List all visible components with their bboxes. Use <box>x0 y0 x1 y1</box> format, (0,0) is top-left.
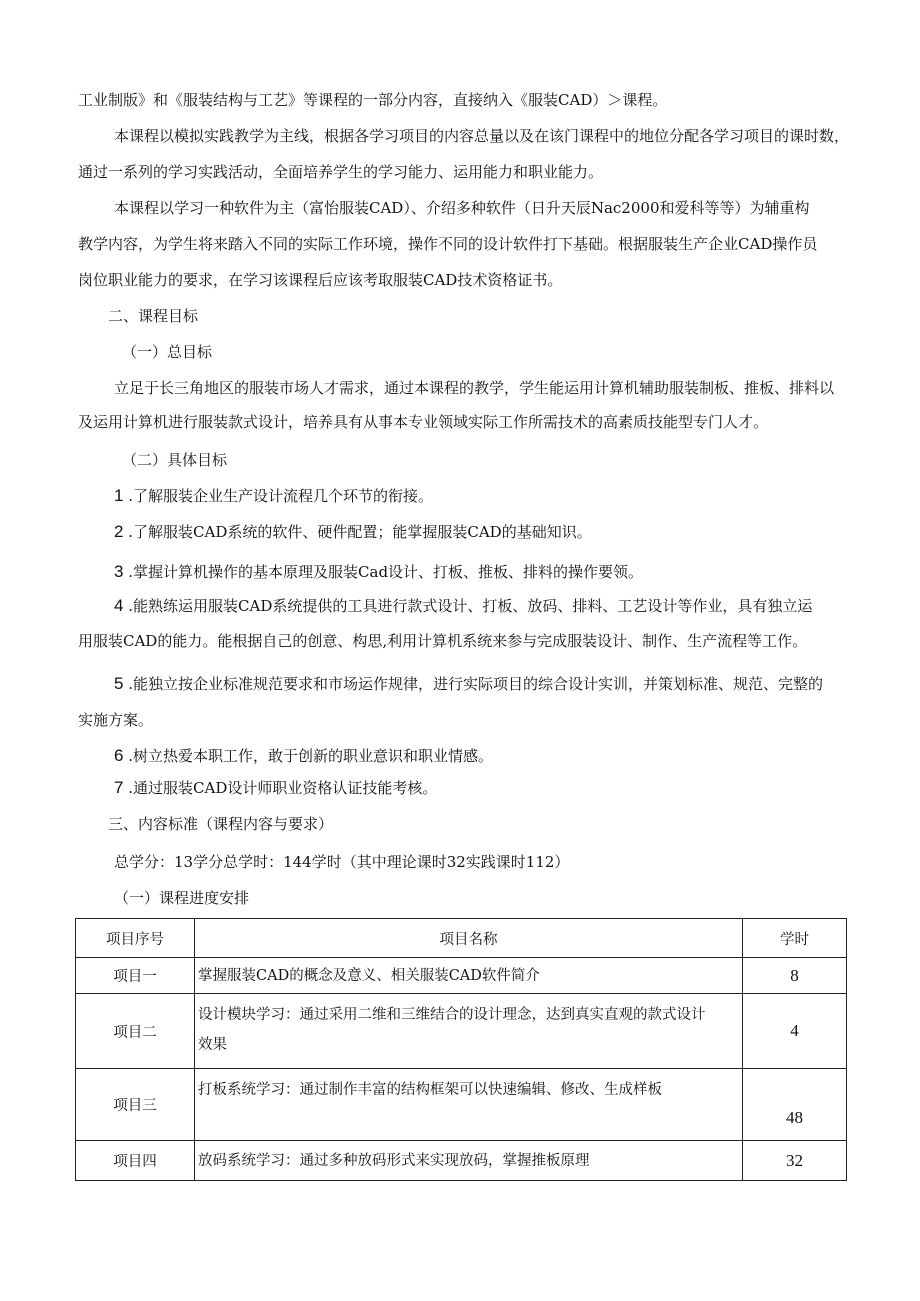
project-id-cell: 项目四 <box>76 1141 195 1181</box>
goal-text: .了解服装CAD系统的软件、硬件配置；能掌握服装CAD的基础知识。 <box>128 523 592 541</box>
project-name-cell <box>195 958 743 994</box>
goal-text: .能独立按企业标准规范要求和市场运作规律，进行实际项目的综合设计实训，并策划标准、规范、完整的 <box>128 675 824 693</box>
section-heading: 三、内容标准（课程内容与要求） <box>108 815 334 833</box>
paragraph-line: 本课程以模拟实践教学为主线，根据各学习项目的内容总量以及在该门课程中的地位分配各学习项目的课时数， <box>114 127 850 145</box>
goal-number: 6 <box>114 746 124 765</box>
hours-cell: 32 <box>743 1141 847 1181</box>
table-row <box>76 958 847 994</box>
project-name-continued: 效果 <box>198 1037 227 1053</box>
goal-number: 5 <box>114 674 124 693</box>
project-id-cell: 项目一 <box>76 958 195 994</box>
goal-text-continued: 实施方案。 <box>78 711 154 729</box>
goal-text: .掌握计算机操作的基本原理及服装Cad设计、打板、推板、排料的操作要领。 <box>128 563 644 581</box>
schedule-table <box>75 918 847 1181</box>
paragraph-line: 工业制版》和《服装结构与工艺》等课程的一部分内容，直接纳入《服装CAD）＞课程。 <box>78 91 668 109</box>
project-name: 设计模块学习：通过采用二维和三维结合的设计理念，达到真实直观的款式设计 <box>198 1007 706 1023</box>
subsection-heading: （一）总目标 <box>122 343 213 361</box>
goal-text: .能熟练运用服装CAD系统提供的工具进行款式设计、打板、放码、排料、工艺设计等作业，具有独立运 <box>128 597 813 615</box>
goal-item <box>114 486 874 506</box>
section-heading: 二、课程目标 <box>108 307 199 325</box>
goal-item <box>114 596 874 616</box>
project-name-cell <box>195 994 743 1069</box>
project-name: 放码系统学习：通过多种放码形式来实现放码，掌握推板原理 <box>198 1152 590 1169</box>
table-row <box>76 1069 847 1141</box>
goal-text: .通过服装CAD设计师职业资格认证技能考核。 <box>128 779 438 797</box>
table-row <box>76 994 847 1069</box>
project-name-cell <box>195 1141 743 1181</box>
goal-text-continued: 用服装CAD的能力。能根据自己的创意、构思,利用计算机系统来参与完成服装设计、制作、生产流程等工作。 <box>78 632 808 650</box>
paragraph-line: 教学内容，为学生将来踏入不同的实际工作环境，操作不同的设计软件打下基础。根据服装生产企业CAD操作员 <box>78 235 818 253</box>
goal-item <box>114 562 874 582</box>
schedule-heading: （一）课程进度安排 <box>114 889 250 907</box>
goal-item <box>114 522 874 542</box>
table-row <box>76 1141 847 1181</box>
goal-number: 2 <box>114 522 124 541</box>
column-header: 项目名称 <box>195 919 743 958</box>
goal-item <box>114 778 874 798</box>
goal-text: .了解服装企业生产设计流程几个环节的衔接。 <box>128 487 434 505</box>
credits-line: 总学分：13学分总学时：144学时（其中理论课时32实践课时112） <box>114 853 570 871</box>
goal-number: 4 <box>114 596 124 615</box>
hours-cell: 48 <box>743 1069 847 1141</box>
goal-text-line: 立足于长三角地区的服装市场人才需求，通过本课程的教学，学生能运用计算机辅助服装制板、推板、排料以 <box>114 379 835 397</box>
project-id-cell: 项目三 <box>76 1069 195 1141</box>
project-name: 掌握服装CAD的概念及意义、相关服装CAD软件简介 <box>198 967 540 984</box>
column-header: 学时 <box>743 919 847 958</box>
hours-cell: 8 <box>743 958 847 994</box>
goal-number: 3 <box>114 562 124 581</box>
paragraph-line: 本课程以学习一种软件为主（富怡服装CAD）、介绍多种软件（日升天辰Nac2000和爱科等等）为辅重构 <box>114 199 810 217</box>
project-id-cell: 项目二 <box>76 994 195 1069</box>
table-header-row <box>76 919 847 958</box>
project-name-cell <box>195 1069 743 1141</box>
goal-number: 7 <box>114 778 124 797</box>
goal-item <box>114 746 874 766</box>
goal-text-line: 及运用计算机进行服装款式设计，培养具有从事本专业领域实际工作所需技术的高素质技能型专门人才。 <box>78 413 769 431</box>
paragraph-line: 通过一系列的学习实践活动，全面培养学生的学习能力、运用能力和职业能力。 <box>78 163 604 181</box>
goal-item <box>114 674 874 694</box>
hours-cell: 4 <box>743 994 847 1069</box>
paragraph-line: 岗位职业能力的要求，在学习该课程后应该考取服装CAD技术资格证书。 <box>78 271 563 289</box>
subsection-heading: （二）具体目标 <box>122 451 228 469</box>
project-name: 打板系统学习：通过制作丰富的结构框架可以快速编辑、修改、生成样板 <box>198 1082 662 1098</box>
goal-text: .树立热爱本职工作，敢于创新的职业意识和职业情感。 <box>128 747 494 765</box>
column-header: 项目序号 <box>76 919 195 958</box>
goal-number: 1 <box>114 486 124 505</box>
